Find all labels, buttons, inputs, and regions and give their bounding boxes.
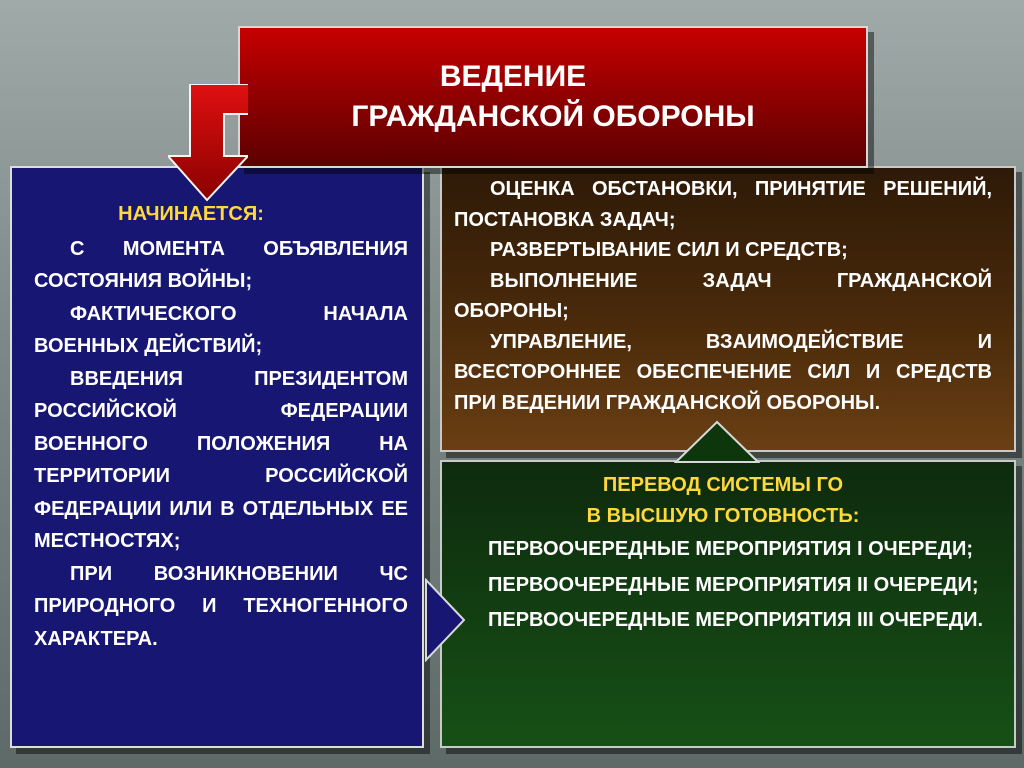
actions-panel: [440, 166, 1016, 452]
begins-item: ПРИ ВОЗНИКНОВЕНИИ ЧС ПРИРОДНОГО И ТЕХНОГЕННОГО ХАРАКТЕРА.: [34, 562, 408, 650]
title-line-1: ВЕДЕНИЕ: [439, 60, 587, 93]
transfer-item: ПЕРВООЧЕРЕДНЫЕ МЕРОПРИЯТИЯ II ОЧЕРЕДИ;: [488, 573, 979, 596]
begins-item: ВВЕДЕНИЯ ПРЕЗИДЕНТОМ РОССИЙСКОЙ ФЕДЕРАЦИИ ВОЕННОГО ПОЛОЖЕНИЯ НА ТЕРРИТОРИИ РОССИЙСКОЙ ФЕДЕРАЦИИ ИЛИ В ОТДЕЛЬНЫХ ЕЕ МЕСТНОСТЯХ;: [34, 367, 408, 552]
begins-panel: [10, 166, 424, 748]
transfer-item: ПЕРВООЧЕРЕДНЫЕ МЕРОПРИЯТИЯ III ОЧЕРЕДИ.: [488, 609, 984, 631]
transfer-heading-line-2: В ВЫСШУЮ ГОТОВНОСТЬ:: [586, 505, 860, 527]
arrow-down-icon: [168, 84, 248, 202]
actions-item: РАЗВЕРТЫВАНИЕ СИЛ И СРЕДСТВ;: [490, 239, 848, 261]
title-box: [238, 26, 868, 168]
actions-item: ОЦЕНКА ОБСТАНОВКИ, ПРИНЯТИЕ РЕШЕНИЙ, ПОСТАНОВКА ЗАДАЧ;: [454, 178, 992, 231]
actions-item: ВЫПОЛНЕНИЕ ЗАДАЧ ГРАЖДАНСКОЙ ОБОРОНЫ;: [454, 269, 992, 322]
title-line-2: ГРАЖДАНСКОЙ ОБОРОНЫ: [351, 100, 755, 133]
actions-item: УПРАВЛЕНИЕ, ВЗАИМОДЕЙСТВИЕ И ВСЕСТОРОННЕЕ ОБЕСПЕЧЕНИЕ СИЛ И СРЕДСТВ ПРИ ВЕДЕНИИ ГРАЖДАНСКОЙ ОБОРОНЫ.: [454, 330, 992, 414]
begins-heading: НАЧИНАЕТСЯ:: [118, 203, 264, 225]
transfer-item: ПЕРВООЧЕРЕДНЫЕ МЕРОПРИЯТИЯ I ОЧЕРЕДИ;: [488, 538, 973, 560]
transfer-heading-line-1: ПЕРЕВОД СИСТЕМЫ ГО: [602, 474, 844, 496]
transfer-panel: [440, 460, 1016, 748]
arrow-up-icon: [674, 420, 760, 464]
arrow-right-icon: [424, 578, 466, 662]
begins-item: С МОМЕНТА ОБЪЯВЛЕНИЯ СОСТОЯНИЯ ВОЙНЫ;: [34, 237, 408, 292]
begins-item: ФАКТИЧЕСКОГО НАЧАЛА ВОЕННЫХ ДЕЙСТВИЙ;: [34, 302, 408, 357]
